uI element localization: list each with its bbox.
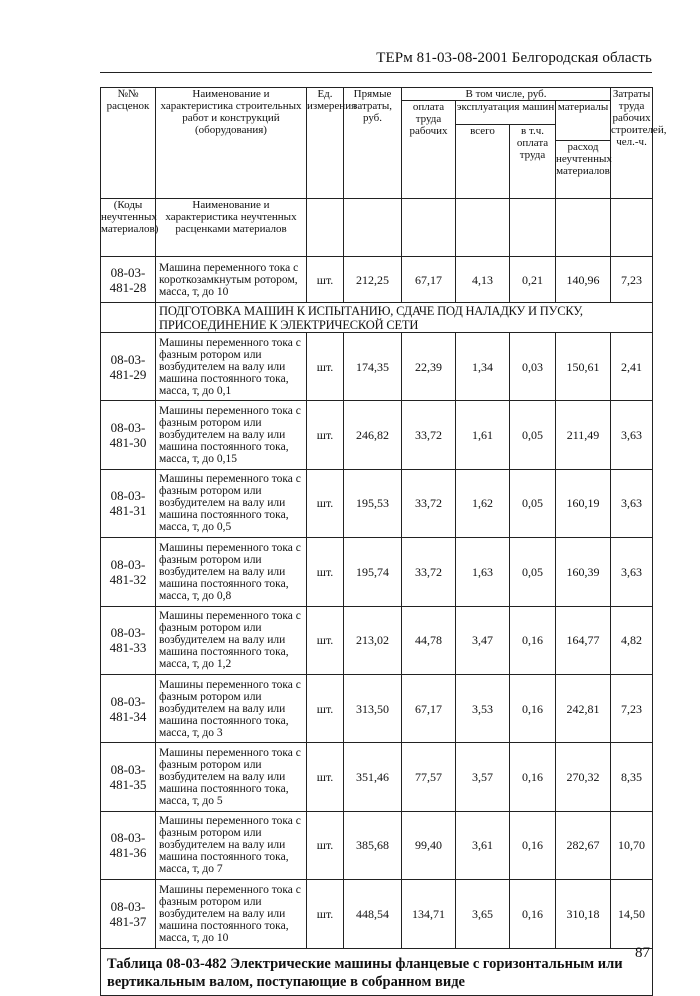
direct-cell: 174,35 xyxy=(344,333,402,401)
materials-cell: 242,81 xyxy=(556,674,611,742)
rate-code: 08-03-481-34 xyxy=(101,674,156,742)
materials-cell: 160,19 xyxy=(556,469,611,537)
rates-table xyxy=(100,87,667,996)
header-incl: В том числе, руб. xyxy=(402,88,611,101)
unit-cell: шт. xyxy=(307,538,344,606)
mach-wages-cell: 0,05 xyxy=(510,469,556,537)
unit-cell: шт. xyxy=(307,674,344,742)
mach-total-cell: 3,61 xyxy=(456,811,510,879)
mach-wages-cell: 0,16 xyxy=(510,606,556,674)
mach-wages-cell: 0,05 xyxy=(510,401,556,469)
table-row xyxy=(101,401,653,469)
table-row xyxy=(101,811,653,879)
header-mach-total: всего xyxy=(456,125,510,199)
materials-cell: 211,49 xyxy=(556,401,611,469)
mach-total-cell: 1,34 xyxy=(456,333,510,401)
materials-cell: 270,32 xyxy=(556,743,611,811)
materials-cell: 310,18 xyxy=(556,880,611,948)
labor-cell: 7,23 xyxy=(611,257,653,303)
wages-cell: 77,57 xyxy=(402,743,456,811)
rate-name: Машины переменного тока с фазным ротором или возбудителем на валу или машина постоянного тока, масса, т, до 7 xyxy=(156,811,307,879)
labor-cell: 4,82 xyxy=(611,606,653,674)
table-row xyxy=(101,743,653,811)
rate-name: Машины переменного тока с фазным ротором или возбудителем на валу или машина постоянного тока, масса, т, до 3 xyxy=(156,674,307,742)
direct-cell: 385,68 xyxy=(344,811,402,879)
labor-cell: 7,23 xyxy=(611,674,653,742)
table-caption: Таблица 08-03-482 Электрические машины фланцевые с горизонтальным или вертикальным валом, поступающие в собранном виде xyxy=(101,948,653,995)
table-row xyxy=(101,674,653,742)
unit-cell: шт. xyxy=(307,811,344,879)
wages-cell: 33,72 xyxy=(402,401,456,469)
header-mach-wages: в т.ч. оплата труда xyxy=(510,125,556,199)
direct-cell: 213,02 xyxy=(344,606,402,674)
materials-cell: 150,61 xyxy=(556,333,611,401)
wages-cell: 67,17 xyxy=(402,257,456,303)
unit-cell: шт. xyxy=(307,401,344,469)
rate-name: Машины переменного тока с фазным ротором или возбудителем на валу или машина постоянного тока, масса, т, до 5 xyxy=(156,743,307,811)
mach-wages-cell: 0,21 xyxy=(510,257,556,303)
rate-name: Машины переменного тока с фазным ротором или возбудителем на валу или машина постоянного тока, масса, т, до 0,5 xyxy=(156,469,307,537)
rate-name: Машины переменного тока с фазным ротором или возбудителем на валу или машина постоянного тока, масса, т, до 1,2 xyxy=(156,606,307,674)
rate-code: 08-03-481-29 xyxy=(101,333,156,401)
mach-total-cell: 3,57 xyxy=(456,743,510,811)
materials-cell: 140,96 xyxy=(556,257,611,303)
page-header: ТЕРм 81-03-08-2001 Белгородская область xyxy=(376,50,652,66)
header-labor: Затраты труда рабочих строителей, чел.-ч. xyxy=(611,88,653,199)
table-row xyxy=(101,257,653,303)
mach-total-cell: 1,63 xyxy=(456,538,510,606)
rate-code: 08-03-481-30 xyxy=(101,401,156,469)
direct-cell: 351,46 xyxy=(344,743,402,811)
header-name-bottom: Наименование и характеристика неучтенных расценками материалов xyxy=(156,199,307,257)
labor-cell: 10,70 xyxy=(611,811,653,879)
wages-cell: 22,39 xyxy=(402,333,456,401)
materials-cell: 282,67 xyxy=(556,811,611,879)
header-rule xyxy=(100,72,652,73)
labor-cell: 2,41 xyxy=(611,333,653,401)
labor-cell: 8,35 xyxy=(611,743,653,811)
wages-cell: 44,78 xyxy=(402,606,456,674)
labor-cell: 14,50 xyxy=(611,880,653,948)
unit-cell: шт. xyxy=(307,469,344,537)
table-row xyxy=(101,469,653,537)
direct-cell: 246,82 xyxy=(344,401,402,469)
header-unit: Ед. измерения xyxy=(307,88,344,199)
mach-wages-cell: 0,03 xyxy=(510,333,556,401)
unit-cell: шт. xyxy=(307,880,344,948)
wages-cell: 134,71 xyxy=(402,880,456,948)
mach-total-cell: 4,13 xyxy=(456,257,510,303)
materials-cell: 160,39 xyxy=(556,538,611,606)
rate-name: Машины переменного тока с фазным ротором или возбудителем на валу или машина постоянного тока, масса, т, до 0,8 xyxy=(156,538,307,606)
rate-code: 08-03-481-37 xyxy=(101,880,156,948)
header-materials: материалы xyxy=(556,101,611,141)
labor-cell: 3,63 xyxy=(611,469,653,537)
rate-name: Машины переменного тока с фазным ротором или возбудителем на валу или машина постоянного тока, масса, т, до 10 xyxy=(156,880,307,948)
unit-cell: шт. xyxy=(307,257,344,303)
table-row xyxy=(101,880,653,948)
direct-cell: 448,54 xyxy=(344,880,402,948)
header-code: №№ расценок xyxy=(101,88,156,199)
direct-cell: 212,25 xyxy=(344,257,402,303)
table-row xyxy=(101,606,653,674)
rate-code: 08-03-481-33 xyxy=(101,606,156,674)
mach-total-cell: 3,53 xyxy=(456,674,510,742)
header-materials-bottom: расход неучтенных материалов xyxy=(556,141,611,199)
materials-cell: 164,77 xyxy=(556,606,611,674)
table-row xyxy=(101,333,653,401)
wages-cell: 33,72 xyxy=(402,538,456,606)
mach-total-cell: 3,47 xyxy=(456,606,510,674)
header-code-bottom: (Коды неучтенных материалов) xyxy=(101,199,156,257)
mach-wages-cell: 0,16 xyxy=(510,743,556,811)
table-row xyxy=(101,538,653,606)
rate-name: Машины переменного тока с фазным ротором или возбудителем на валу или машина постоянного тока, масса, т, до 0,1 xyxy=(156,333,307,401)
mach-wages-cell: 0,16 xyxy=(510,811,556,879)
page-number: 87 xyxy=(635,945,650,961)
mach-wages-cell: 0,16 xyxy=(510,674,556,742)
header-direct: Прямые затраты, руб. xyxy=(344,88,402,199)
direct-cell: 195,74 xyxy=(344,538,402,606)
mach-total-cell: 1,61 xyxy=(456,401,510,469)
unit-cell: шт. xyxy=(307,606,344,674)
wages-cell: 33,72 xyxy=(402,469,456,537)
unit-cell: шт. xyxy=(307,333,344,401)
rate-name: Машина переменного тока с короткозамкнутым ротором, масса, т, до 10 xyxy=(156,257,307,303)
mach-total-cell: 3,65 xyxy=(456,880,510,948)
mach-wages-cell: 0,16 xyxy=(510,880,556,948)
rate-code: 08-03-481-32 xyxy=(101,538,156,606)
header-name: Наименование и характеристика строительных работ и конструкций (оборудования) xyxy=(156,88,307,199)
rate-code: 08-03-481-31 xyxy=(101,469,156,537)
section-heading: ПОДГОТОВКА МАШИН К ИСПЫТАНИЮ, СДАЧЕ ПОД НАЛАДКУ И ПУСКУ, ПРИСОЕДИНЕНИЕ К ЭЛЕКТРИЧЕСКОЙ СЕТИ xyxy=(156,303,653,333)
rate-code: 08-03-481-36 xyxy=(101,811,156,879)
direct-cell: 313,50 xyxy=(344,674,402,742)
wages-cell: 67,17 xyxy=(402,674,456,742)
mach-total-cell: 1,62 xyxy=(456,469,510,537)
unit-cell: шт. xyxy=(307,743,344,811)
direct-cell: 195,53 xyxy=(344,469,402,537)
header-machines: эксплуатация машин xyxy=(456,101,556,125)
wages-cell: 99,40 xyxy=(402,811,456,879)
labor-cell: 3,63 xyxy=(611,538,653,606)
rate-name: Машины переменного тока с фазным ротором или возбудителем на валу или машина постоянного тока, масса, т, до 0,15 xyxy=(156,401,307,469)
header-wages: оплата труда рабочих xyxy=(402,101,456,199)
rate-code: 08-03-481-28 xyxy=(101,257,156,303)
rate-code: 08-03-481-35 xyxy=(101,743,156,811)
labor-cell: 3,63 xyxy=(611,401,653,469)
mach-wages-cell: 0,05 xyxy=(510,538,556,606)
